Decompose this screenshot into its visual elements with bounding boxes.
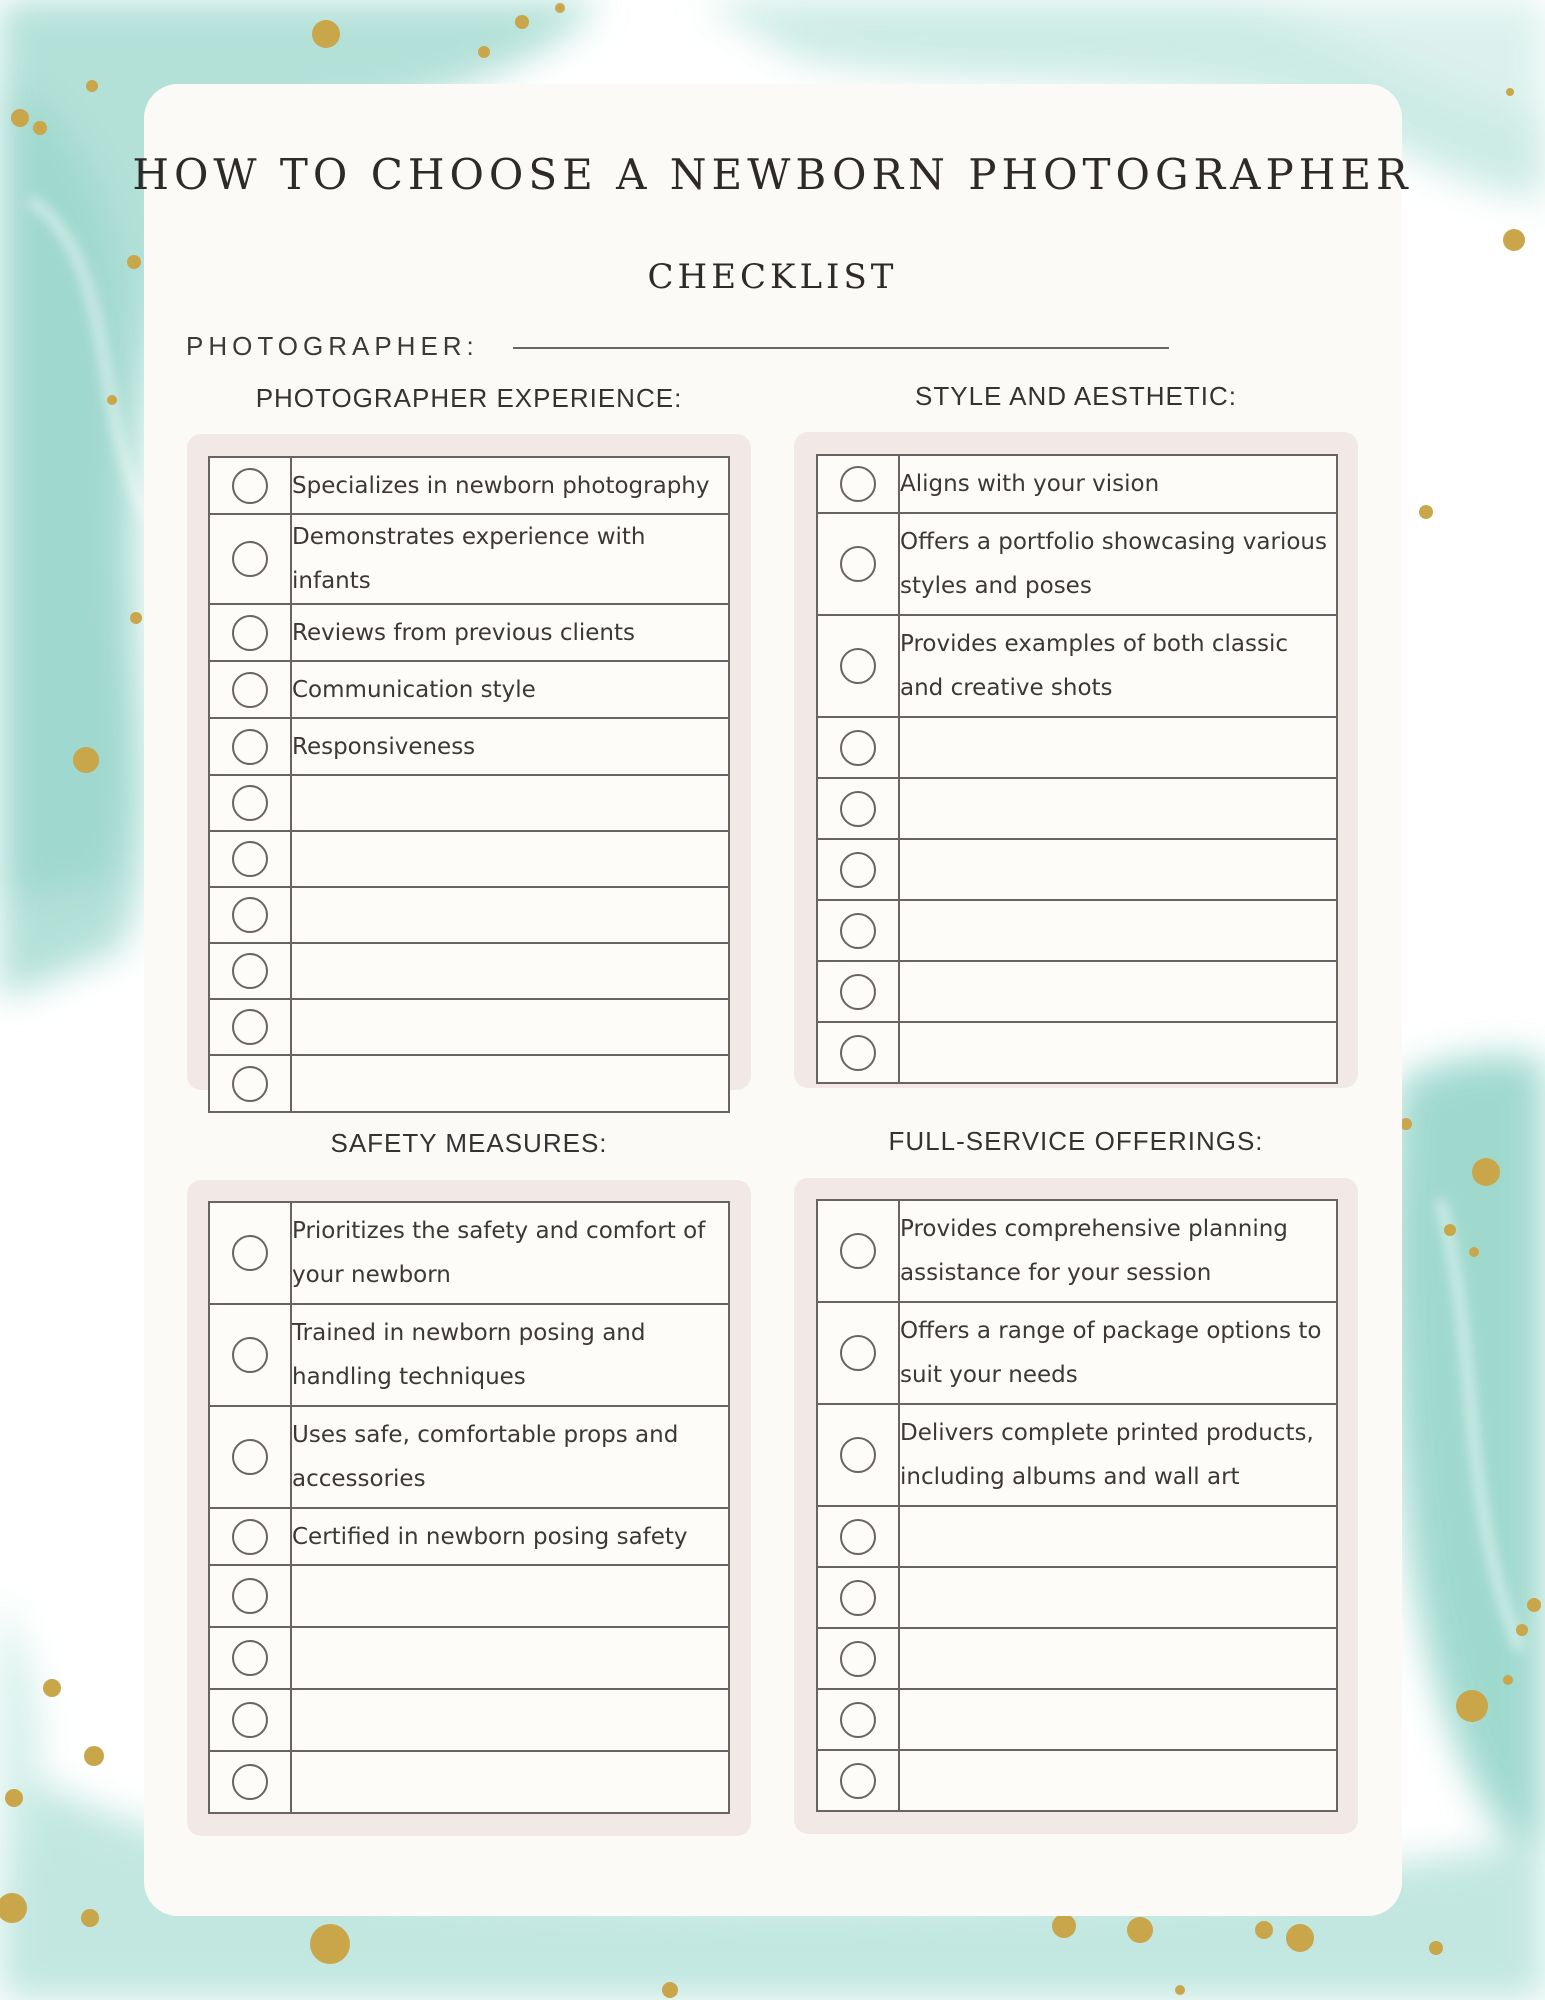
checkbox-cell [209,943,291,999]
checklist-row [817,778,1337,839]
checkbox-circle[interactable] [232,785,268,821]
checklist-item-text[interactable] [899,1567,1337,1628]
checkbox-circle[interactable] [232,468,268,504]
checkbox-cell [209,604,291,661]
checkbox-circle[interactable] [840,730,876,766]
checkbox-cell [817,900,899,961]
checkbox-cell [817,1750,899,1811]
checkbox-circle[interactable] [840,466,876,502]
checkbox-cell [209,457,291,514]
checklist-item-text: Responsiveness [291,718,729,775]
checklist-row [209,1304,729,1406]
checklist-row [817,839,1337,900]
checklist-row [817,1689,1337,1750]
checklist-row [209,1751,729,1813]
checkbox-circle[interactable] [232,953,268,989]
checkbox-circle[interactable] [840,1702,876,1738]
checklist-item-text[interactable] [899,900,1337,961]
checkbox-circle[interactable] [840,1580,876,1616]
section-heading-experience: PHOTOGRAPHER EXPERIENCE: [255,383,683,413]
checklist-row [817,1302,1337,1404]
checkbox-cell [817,1689,899,1750]
page-subtitle: CHECKLIST [647,257,898,297]
checklist-row [209,1406,729,1508]
checkbox-circle[interactable] [840,546,876,582]
checkbox-cell [817,717,899,778]
checkbox-cell [817,513,899,615]
checkbox-circle[interactable] [232,541,268,577]
checklist-row [817,513,1337,615]
checkbox-circle[interactable] [232,672,268,708]
checklist-row [817,1200,1337,1302]
checkbox-circle[interactable] [232,1235,268,1271]
checkbox-cell [817,839,899,900]
checklist-item-text[interactable] [291,831,729,887]
checkbox-cell [209,1202,291,1304]
checklist-item-text: Reviews from previous clients [291,604,729,661]
page-title: HOW TO CHOOSE A NEWBORN PHOTOGRAPHER [132,150,1413,199]
checkbox-cell [209,1751,291,1813]
checklist-row [817,900,1337,961]
checklist-item-text[interactable] [899,961,1337,1022]
checklist-item-text[interactable] [899,1628,1337,1689]
checklist-row [817,1628,1337,1689]
photographer-name-line[interactable] [513,347,1169,349]
checklist-row [209,718,729,775]
checkbox-circle[interactable] [232,1519,268,1555]
checkbox-cell [817,1506,899,1567]
checkbox-circle[interactable] [840,791,876,827]
checkbox-circle[interactable] [232,1337,268,1373]
checkbox-cell [817,1302,899,1404]
checkbox-cell [209,1565,291,1627]
checkbox-circle[interactable] [840,1519,876,1555]
checkbox-cell [817,1628,899,1689]
checkbox-circle[interactable] [232,615,268,651]
checklist-item-text: Communication style [291,661,729,718]
checklist-item-text: Trained in newborn posing and handling techniques [291,1304,729,1406]
checklist-row [817,1567,1337,1628]
checkbox-circle[interactable] [232,1764,268,1800]
checklist-table-experience [208,456,730,1113]
checklist-item-text[interactable] [899,778,1337,839]
checklist-item-text: Prioritizes the safety and comfort of your newborn [291,1202,729,1304]
checklist-item-text[interactable] [291,887,729,943]
checklist-row [209,1565,729,1627]
photographer-label: PHOTOGRAPHER: [186,331,479,361]
checkbox-cell [209,887,291,943]
checkbox-cell [209,775,291,831]
checkbox-cell [209,831,291,887]
checklist-item-text[interactable] [291,1627,729,1689]
checklist-row [209,999,729,1055]
checklist-item-text[interactable] [899,717,1337,778]
checklist-row [209,943,729,999]
checkbox-circle[interactable] [840,648,876,684]
checklist-item-text: Provides comprehensive planning assistance for your session [899,1200,1337,1302]
checklist-item-text[interactable] [899,1689,1337,1750]
checkbox-circle[interactable] [840,852,876,888]
section-heading-style: STYLE AND AESTHETIC: [915,381,1237,411]
checkbox-cell [817,1404,899,1506]
checklist-row [817,1022,1337,1083]
checkbox-circle[interactable] [840,1335,876,1371]
checkbox-circle[interactable] [232,897,268,933]
checklist-item-text[interactable] [291,999,729,1055]
checklist-row [817,961,1337,1022]
checklist-table-style [816,454,1338,1084]
checklist-item-text: Uses safe, comfortable props and accessories [291,1406,729,1508]
checkbox-circle[interactable] [232,729,268,765]
checklist-item-text: Provides examples of both classic and creative shots [899,615,1337,717]
checklist-row [209,775,729,831]
checkbox-cell [209,999,291,1055]
checklist-item-text[interactable] [291,1055,729,1112]
checklist-row [817,455,1337,513]
checklist-row [209,1202,729,1304]
checkbox-cell [817,615,899,717]
checklist-item-text: Offers a portfolio showcasing various styles and poses [899,513,1337,615]
checklist-item-text: Specializes in newborn photography [291,457,729,514]
checklist-row [209,604,729,661]
checklist-item-text: Delivers complete printed products, including albums and wall art [899,1404,1337,1506]
checkbox-circle[interactable] [840,913,876,949]
checkbox-cell [209,1508,291,1565]
checklist-item-text: Offers a range of package options to suit your needs [899,1302,1337,1404]
checklist-item-text: Certified in newborn posing safety [291,1508,729,1565]
checklist-row [209,457,729,514]
checklist-row [817,717,1337,778]
checklist-item-text: Demonstrates experience with infants [291,514,729,604]
checklist-item-text[interactable] [291,1565,729,1627]
checklist-table-safety [208,1201,730,1814]
checkbox-cell [817,455,899,513]
checklist-item-text[interactable] [291,1751,729,1813]
checklist-row [209,1055,729,1112]
checkbox-circle[interactable] [232,841,268,877]
checkbox-cell [817,1022,899,1083]
checklist-item-text[interactable] [291,775,729,831]
checkbox-circle[interactable] [840,974,876,1010]
checkbox-cell [209,1689,291,1751]
checklist-item-text: Aligns with your vision [899,455,1337,513]
checkbox-cell [209,1627,291,1689]
checklist-row [817,1404,1337,1506]
checklist-item-text[interactable] [899,1022,1337,1083]
checkbox-circle[interactable] [232,1066,268,1102]
checkbox-cell [209,661,291,718]
checkbox-cell [817,1567,899,1628]
checkbox-circle[interactable] [840,1763,876,1799]
checklist-row [209,1627,729,1689]
checklist-table-full-service [816,1199,1338,1812]
checklist-row [209,661,729,718]
checklist-item-text[interactable] [899,839,1337,900]
checkbox-cell [817,961,899,1022]
section-heading-safety: SAFETY MEASURES: [330,1128,608,1158]
checkbox-cell [209,718,291,775]
checkbox-cell [209,1406,291,1508]
checklist-item-text[interactable] [899,1750,1337,1811]
checklist-item-text[interactable] [291,943,729,999]
checkbox-circle[interactable] [232,1439,268,1475]
checklist-row [209,1689,729,1751]
checklist-row [817,1506,1337,1567]
checklist-item-text[interactable] [291,1689,729,1751]
checkbox-cell [817,778,899,839]
checkbox-cell [817,1200,899,1302]
checkbox-circle[interactable] [840,1233,876,1269]
checkbox-circle[interactable] [232,1702,268,1738]
checkbox-circle[interactable] [840,1437,876,1473]
checkbox-cell [209,1304,291,1406]
checklist-row [817,1750,1337,1811]
checkbox-circle[interactable] [232,1009,268,1045]
checkbox-circle[interactable] [840,1641,876,1677]
section-heading-full-service: FULL-SERVICE OFFERINGS: [888,1126,1264,1156]
checkbox-cell [209,514,291,604]
checkbox-circle[interactable] [232,1640,268,1676]
checklist-row [209,514,729,604]
checklist-row [209,1508,729,1565]
checkbox-circle[interactable] [232,1578,268,1614]
checklist-row [817,615,1337,717]
checklist-item-text[interactable] [899,1506,1337,1567]
checklist-row [209,831,729,887]
checkbox-circle[interactable] [840,1035,876,1071]
checkbox-cell [209,1055,291,1112]
checklist-row [209,887,729,943]
